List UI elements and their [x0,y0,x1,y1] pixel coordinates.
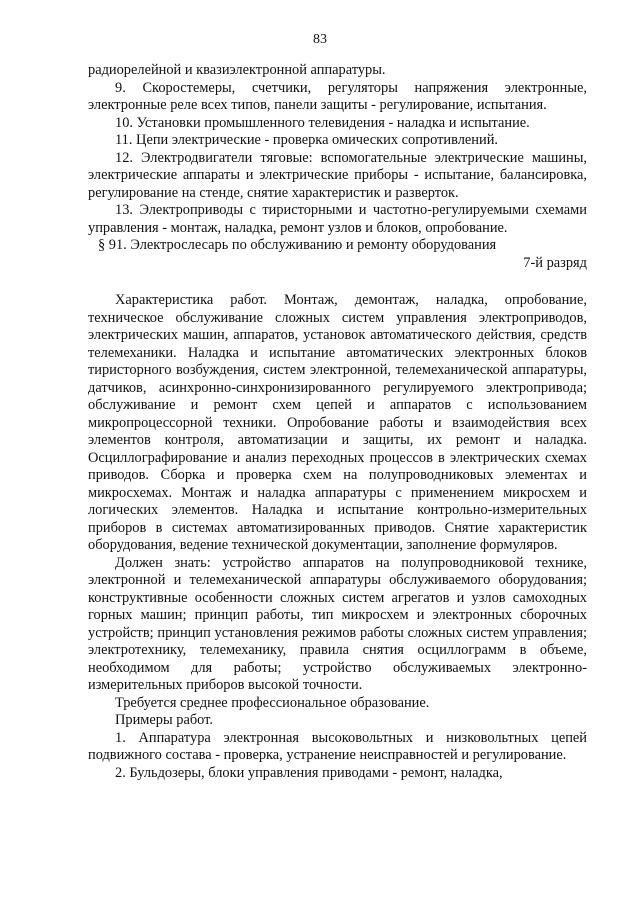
examples-heading: Примеры работ. [115,712,213,728]
continued-paragraph: радиорелейной и квазиэлектронной аппаратуры. [88,62,386,78]
example-item: 2. Бульдозеры, блоки управления приводами - ремонт, наладка, [115,764,503,781]
page-content [88,62,587,782]
example-item: 1. Аппаратура электронная высоковольтных и низковольтных цепей подвижного состава - проверка, устранение неисправностей и регулирование. [88,729,587,763]
education-requirement: Требуется среднее профессиональное образование. [115,694,430,711]
page-number: 83 [313,32,327,47]
list-item: 12. Электродвигатели тяговые: вспомогательные электрические машины, электрические аппараты и электрические приборы - испытание, балансировка, регулирование на стенде, снятие характеристик и разверток. [88,149,587,201]
list-item: 9. Скоростемеры, счетчики, регуляторы напряжения электронные, электронные реле всех типов, панели защиты - регулирование, испытания. [88,79,587,113]
must-know-paragraph: Должен знать: устройство аппаратов на полупроводниковой технике, электронной и телемеханической аппаратуры обслуживаемого оборудования; конструктивные особенности сложных систем агрегатов и узлов самоходных горных машин; принцип работы, тип микросхем и электронных сборочных устройств; принцип установления режимов работы сложных систем управления; электротехнику, телемеханику, правила снятия осциллограмм в объеме, необходимом для работы; устройство обслуживаемых электронно-измерительных приборов высокой точности. [88,554,587,693]
list-item: 10. Установки промышленного телевидения - наладка и испытание. [115,114,530,131]
list-item: 11. Цепи электрические - проверка омических сопротивлений. [115,132,498,148]
section-title: § 91. Электрослесарь по обслуживанию и ремонту оборудования [98,237,497,253]
grade-label: 7-й разряд [523,254,587,271]
work-characteristic-paragraph: Характеристика работ. Монтаж, демонтаж, наладка, опробование, техническое обслуживание сложных систем управления электроприводов, электрических машин, аппаратов, установок автоматического действия, средств телемеханики. Наладка и испытание автоматических электронных блоков тиристорного возбуждения, систем электронной, телемеханической аппаратуры, датчиков, асинхронно-синхронизированного регулируемого электропривода; обслуживание и ремонт схем цепей и аппаратов с использованием микропроцессорной техники. Опробование работы и взаимодействия всех элементов контроля, автоматизации и защиты, их ремонт и наладка. Осциллографирование и анализ переходных процессов в электрических схемах приводов. Сборка и проверка схем на полупроводниковых элементах и микросхемах. Монтаж и наладка аппаратуры с применением микросхем и логических элементов. Наладка и испытание контрольно-измерительных приборов в системах автоматизированных приводов. Снятие характеристик оборудования, ведение технической документации, заполнение формуляров. [88,292,587,553]
list-item: 13. Электроприводы с тиристорными и частотно-регулируемыми схемами управления - монтаж, наладка, ремонт узлов и блоков, опробование. [88,202,587,236]
